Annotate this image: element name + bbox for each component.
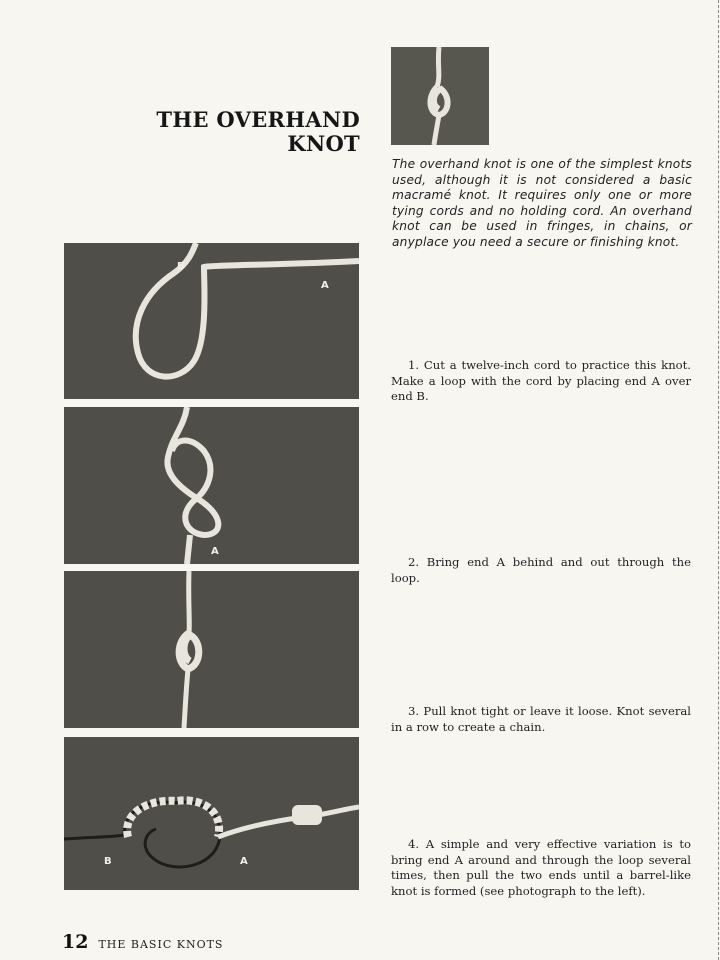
step-2-loop-illustration [64, 407, 359, 564]
overhand-knot-thumbnail-photo [391, 47, 489, 145]
section-running-title: THE BASIC KNOTS [98, 938, 224, 951]
step-4-barrel-knot-illustration [64, 737, 359, 890]
step-3-text [391, 704, 691, 735]
step-1-text [391, 358, 691, 405]
step-4-photo [64, 737, 359, 890]
page-title [150, 108, 360, 156]
step-4-text [391, 837, 691, 899]
step-3-photo [64, 571, 359, 728]
step-2-photo [64, 407, 359, 564]
photo-4-label-a: A [240, 856, 248, 867]
title-line-1: THE OVERHAND [156, 107, 360, 132]
step-1-loop-illustration [64, 243, 359, 399]
photo-1-label-b: B [177, 261, 185, 272]
photo-2-label-a: A [211, 546, 219, 557]
step-2-paragraph: 2. Bring end A behind and out through the loop. [391, 555, 691, 585]
step-3-knot-illustration [64, 571, 359, 728]
intro-paragraph: The overhand knot is one of the simplest knots used, although it is not considered a basic macramé knot. It requires only one or more tying cords and no holding cord. An overhand knot can be used in fringes, in chains, or anyplace you need a secure or finishing knot. [392, 157, 692, 249]
photo-1-label-a: A [321, 280, 329, 291]
step-2-text [391, 555, 691, 586]
title-line-2: KNOT [287, 131, 360, 156]
page-number: 12 [62, 931, 89, 953]
page-edge-divider [718, 0, 719, 960]
knot-thumbnail-illustration [391, 47, 489, 145]
step-4-paragraph: 4. A simple and very effective variation is to bring end A around and through the loop several times, then pull the two ends until a barrel-like knot is formed (see photograph to the left). [391, 837, 691, 898]
step-1-photo [64, 243, 359, 399]
photo-4-label-b: B [104, 856, 112, 867]
page-footer [62, 931, 223, 953]
step-1-paragraph: 1. Cut a twelve-inch cord to practice this knot. Make a loop with the cord by placing end A over end B. [391, 358, 691, 403]
step-3-paragraph: 3. Pull knot tight or leave it loose. Knot several in a row to create a chain. [391, 704, 691, 734]
